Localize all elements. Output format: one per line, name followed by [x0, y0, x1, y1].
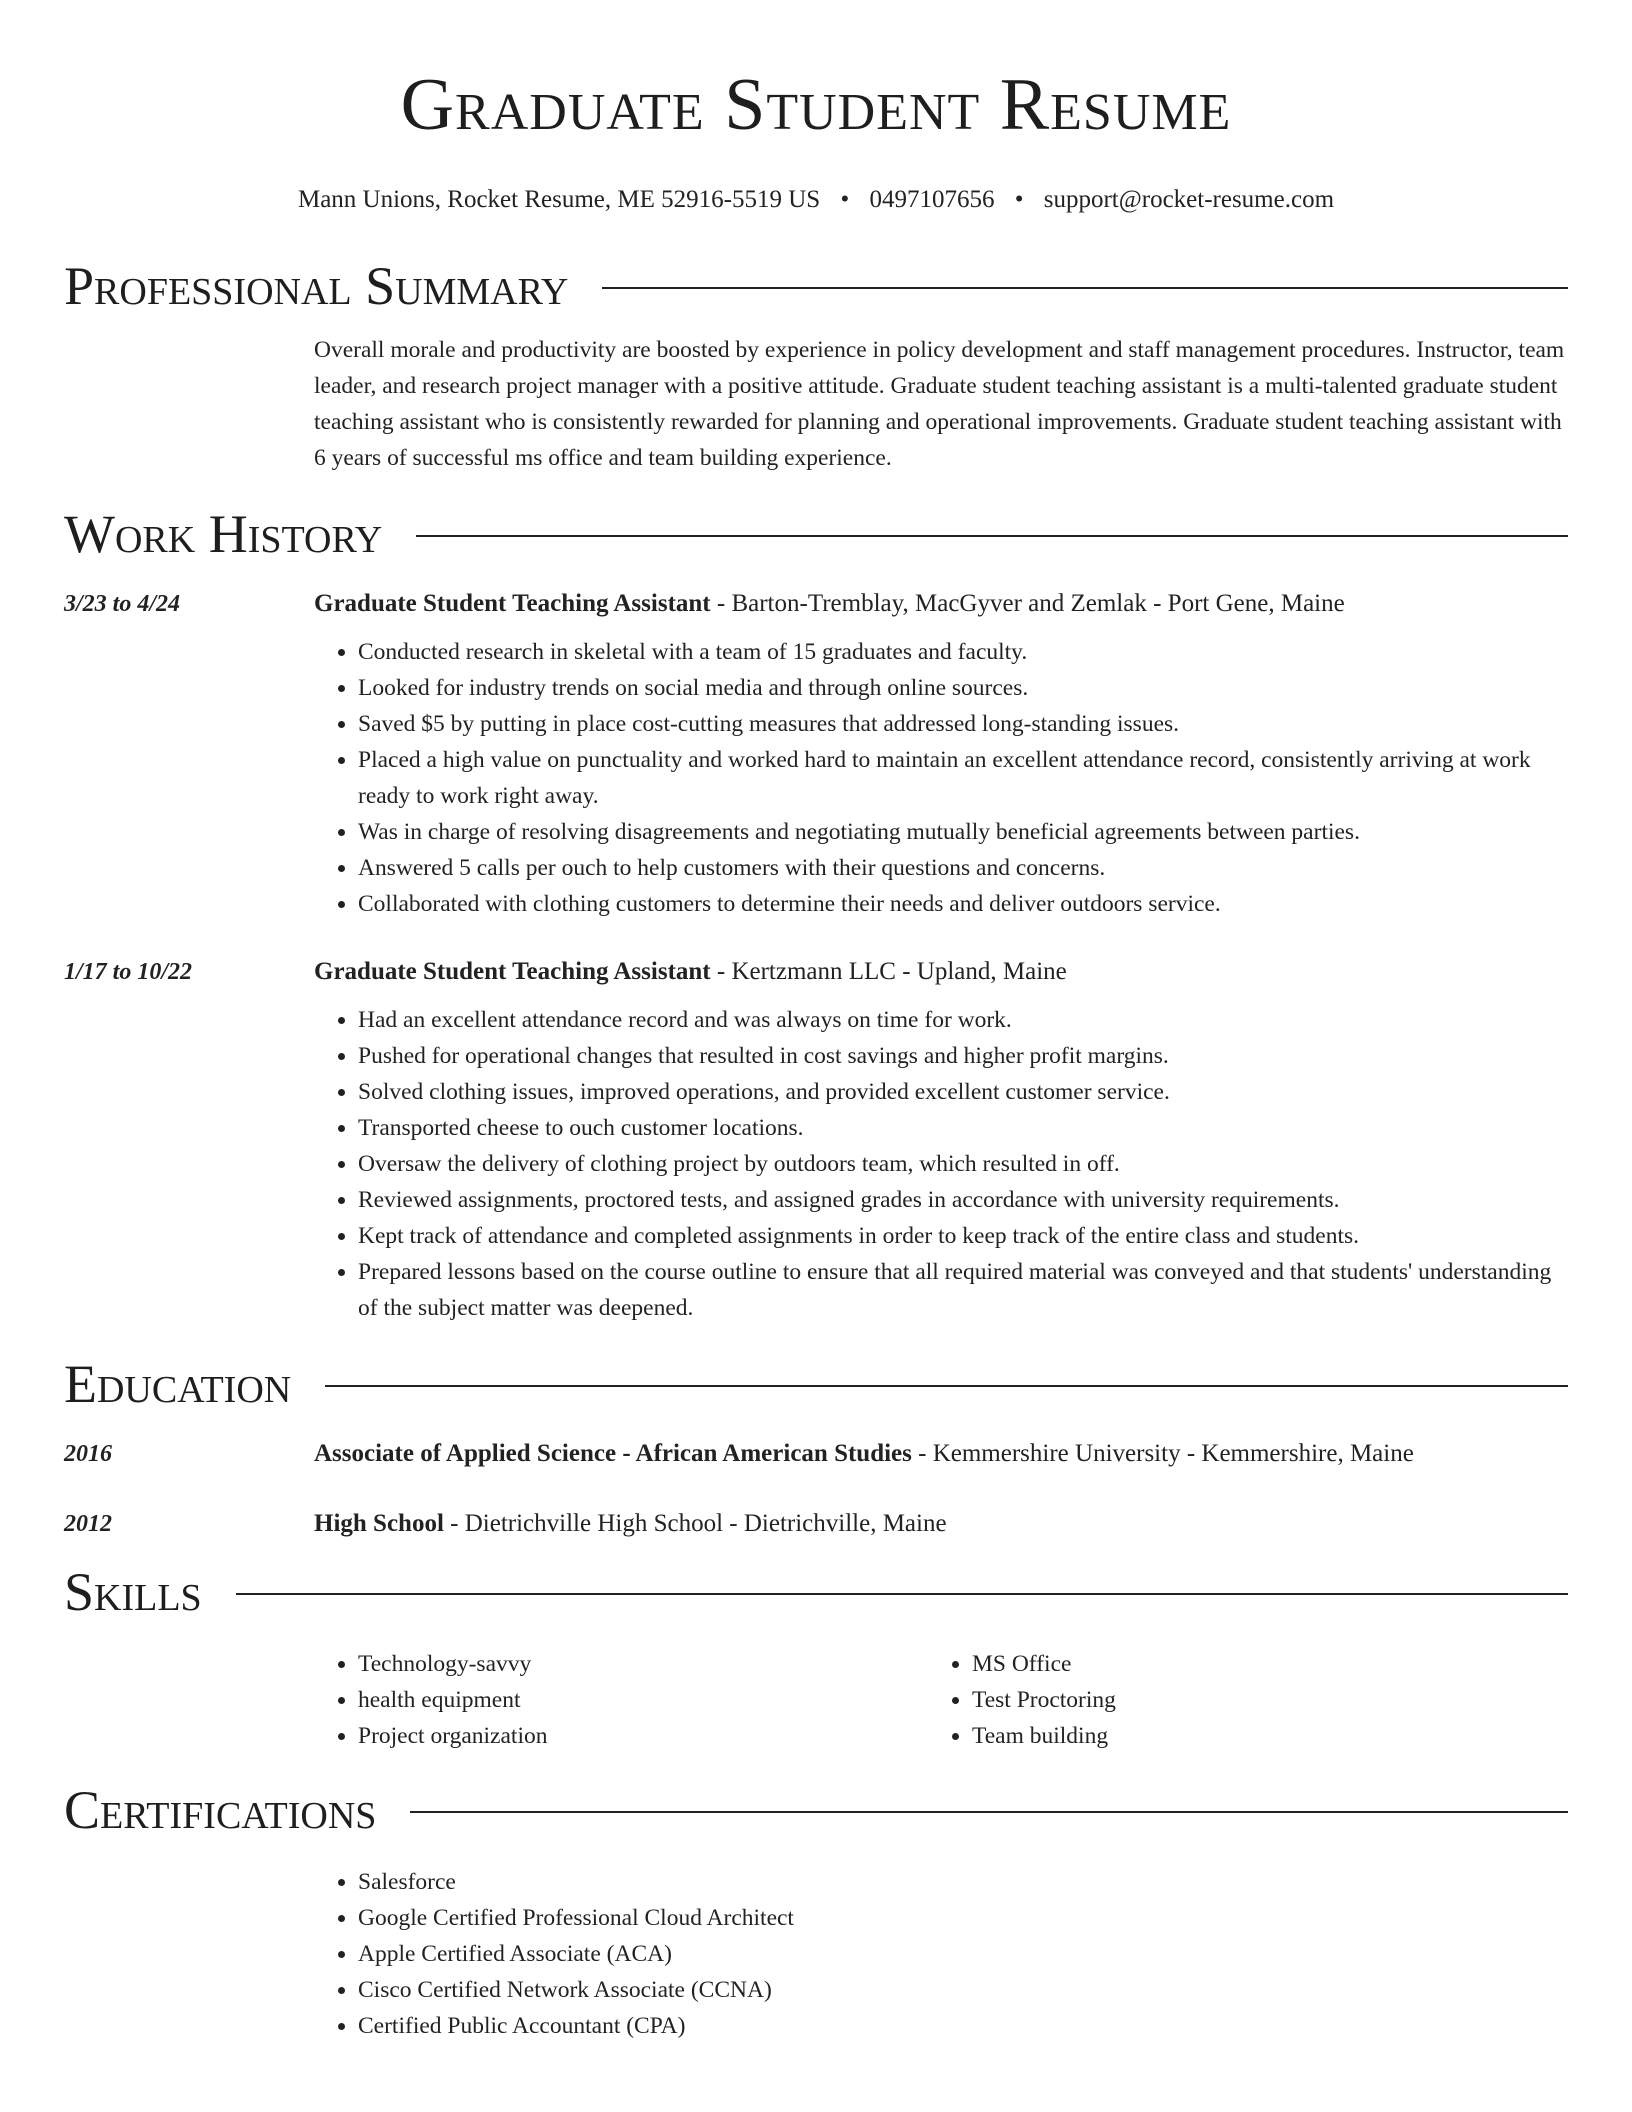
education-heading-line [314, 1436, 1568, 1472]
summary-text: Overall morale and productivity are boosted by experience in policy development and staff management procedures. Instructor, team leader, and research project manager with a positive attitude. Graduate student teaching assistant is a multi-talented graduate student teaching assistant who is consistently rewarded for planning and operational improvements. Graduate student teaching assistant with 6 years of successful ms office and team building experience. [314, 337, 1565, 471]
list-item: • Reviewed assignments, proctored tests, and assigned grades in accordance with university requirements. [358, 1182, 1568, 1218]
list-item: • Oversaw the delivery of clothing project by outdoors team, which resulted in off. [358, 1146, 1568, 1182]
education-degree: Associate of Applied Science - African American Studies [314, 1440, 912, 1467]
education-school: - Dietrichville High School - Dietrichville, Maine [443, 1510, 947, 1537]
list-item: • Transported cheese to ouch customer locations. [358, 1110, 1568, 1146]
summary-section-header [64, 256, 1568, 316]
list-item: • Team building [972, 1718, 1542, 1754]
list-item: • Prepared lessons based on the course outline to ensure that all required material was conveyed and that students' understanding of the subject matter was deepened. [358, 1254, 1568, 1326]
job-body [314, 954, 1568, 1326]
list-item: • Pushed for operational changes that resulted in cost savings and higher profit margins. [358, 1038, 1568, 1074]
contact-address: Mann Unions, Rocket Resume, ME 52916-5519 US [297, 186, 821, 213]
skills-column-right [928, 1646, 1542, 1754]
list-item: • Technology-savvy [358, 1646, 928, 1682]
section-divider [416, 535, 1568, 537]
list-item: • Google Certified Professional Cloud Architect [358, 1900, 1568, 1936]
job-employer: - Kertzmann LLC - Upland, Maine [710, 958, 1067, 985]
job-title: Graduate Student Teaching Assistant [314, 958, 711, 985]
contact-separator: • [1014, 186, 1024, 213]
list-item: • MS Office [972, 1646, 1542, 1682]
list-item: • Project organization [358, 1718, 928, 1754]
job-entry [64, 954, 1568, 1326]
contact-phone: 0497107656 [869, 186, 995, 213]
list-item: • Cisco Certified Network Associate (CCNA) [358, 1972, 1568, 2008]
certifications-heading: Certifications [64, 1780, 377, 1840]
list-item: • Solved clothing issues, improved operations, and provided excellent customer service. [358, 1074, 1568, 1110]
certifications-items [314, 1864, 1568, 2044]
job-entry [64, 586, 1568, 922]
education-degree: High School [314, 1510, 444, 1537]
skills-heading: Skills [64, 1562, 202, 1622]
work-history-heading: Work History [64, 504, 383, 564]
section-divider [325, 1385, 1568, 1387]
list-item: • Saved $5 by putting in place cost-cutting measures that addressed long-standing issues. [358, 706, 1568, 742]
resume-title: Graduate Student Resume [400, 64, 1232, 146]
job-heading [314, 954, 1568, 990]
list-item: • Kept track of attendance and completed assignments in order to keep track of the entire class and students. [358, 1218, 1568, 1254]
list-item: • Salesforce [358, 1864, 1568, 1900]
education-heading-line [314, 1506, 1568, 1542]
work-history-section-header [64, 504, 1568, 564]
list-item: • Test Proctoring [972, 1682, 1542, 1718]
education-school: - Kemmershire University - Kemmershire, Maine [911, 1440, 1414, 1467]
list-item: • Conducted research in skeletal with a team of 15 graduates and faculty. [358, 634, 1568, 670]
job-bullets [314, 1002, 1568, 1326]
list-item: • Looked for industry trends on social media and through online sources. [358, 670, 1568, 706]
education-year: 2012 [64, 1511, 112, 1537]
summary-heading: Professional Summary [64, 256, 569, 316]
job-employer: - Barton-Tremblay, MacGyver and Zemlak - Port Gene, Maine [710, 590, 1345, 617]
job-title: Graduate Student Teaching Assistant [314, 590, 711, 617]
job-body [314, 586, 1568, 922]
job-bullets [314, 634, 1568, 922]
education-year: 2016 [64, 1441, 112, 1467]
section-divider [602, 287, 1568, 289]
section-divider [236, 1593, 1568, 1595]
skills-column-left [314, 1646, 928, 1754]
list-item: • Had an excellent attendance record and was always on time for work. [358, 1002, 1568, 1038]
certifications-section-header [64, 1780, 1568, 1840]
education-section-header [64, 1354, 1568, 1414]
job-dates: 1/17 to 10/22 [64, 959, 193, 985]
list-item: • Collaborated with clothing customers to determine their needs and deliver outdoors service. [358, 886, 1568, 922]
contact-separator: • [840, 186, 850, 213]
list-item: • health equipment [358, 1682, 928, 1718]
list-item: • Apple Certified Associate (ACA) [358, 1936, 1568, 1972]
education-heading: Education [64, 1354, 292, 1414]
skills-list [314, 1646, 1568, 1754]
list-item: • Certified Public Accountant (CPA) [358, 2008, 1568, 2044]
certifications-list [314, 1864, 1568, 2044]
education-entry [64, 1506, 1568, 1542]
job-heading [314, 586, 1568, 622]
list-item: • Was in charge of resolving disagreements and negotiating mutually beneficial agreements between parties. [358, 814, 1568, 850]
section-divider [410, 1811, 1568, 1813]
education-entry [64, 1436, 1568, 1472]
contact-line [64, 184, 1568, 216]
list-item: • Placed a high value on punctuality and worked hard to maintain an excellent attendance record, consistently arriving at work ready to work right away. [358, 742, 1568, 814]
skills-section-header [64, 1562, 1568, 1622]
list-item: • Answered 5 calls per ouch to help customers with their questions and concerns. [358, 850, 1568, 886]
contact-email: support@rocket-resume.com [1043, 186, 1335, 213]
job-dates: 3/23 to 4/24 [64, 591, 181, 617]
